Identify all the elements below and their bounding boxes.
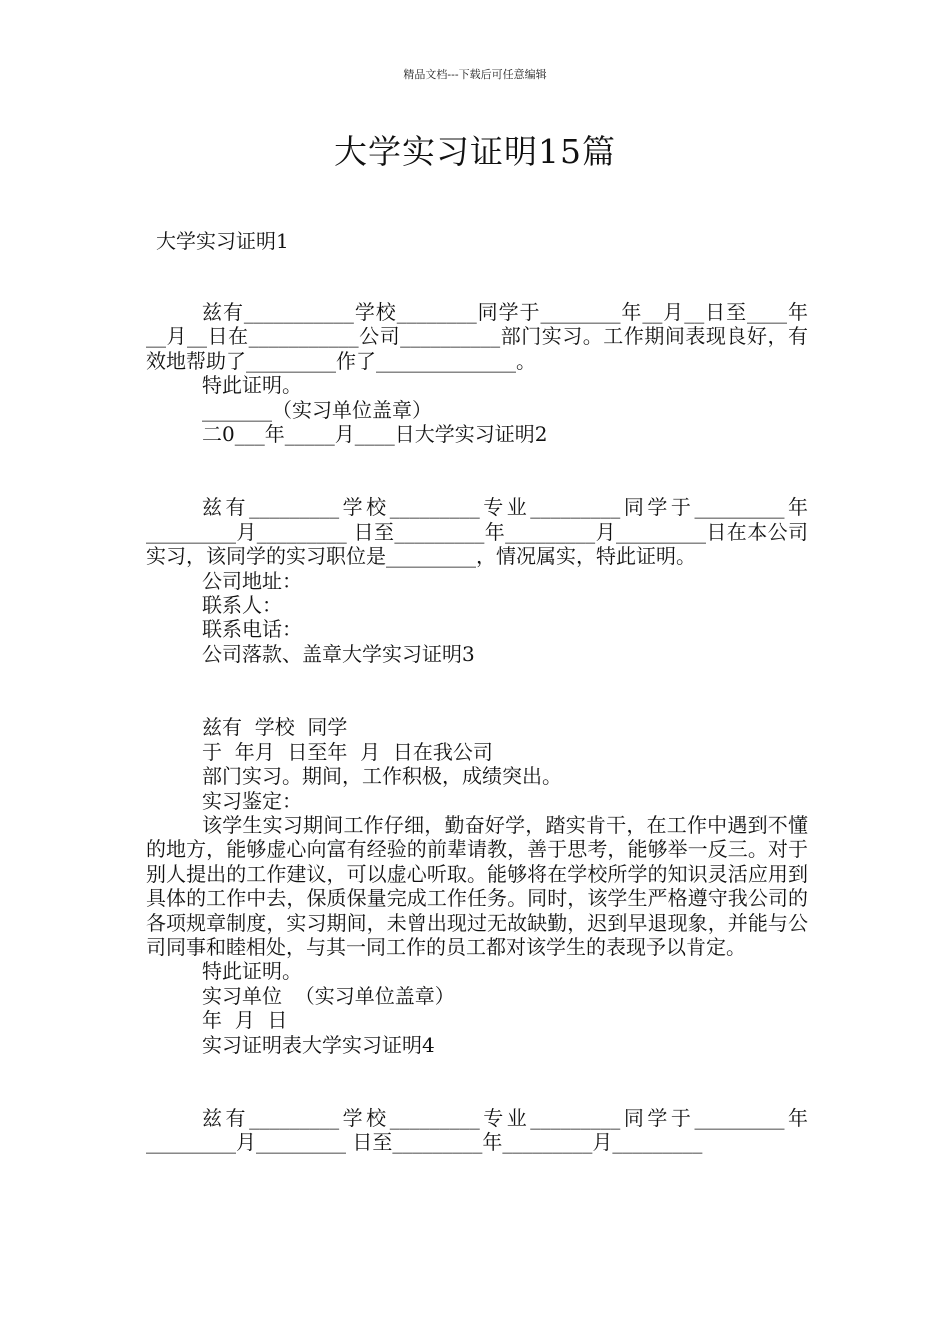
- cert2-line: 公司落款、盖章大学实习证明3: [202, 641, 475, 666]
- section-heading-1: 大学实习证明1: [156, 229, 289, 253]
- cert1-line: 二0___年_____月____日大学实习证明2: [202, 422, 548, 447]
- cert3-line: 实习单位 （实习单位盖章）: [202, 983, 455, 1008]
- cert1-line: _______（实习单位盖章）: [202, 397, 432, 422]
- cert3-line: 于 年月 日至年 月 日在我公司: [202, 739, 493, 764]
- cert3-line: 特此证明。: [202, 959, 302, 984]
- cert2-line: 联系人：: [202, 593, 282, 618]
- document-title: 大学实习证明15篇: [334, 132, 616, 171]
- cert2-paragraph: 兹有_________学校_________专业_________同学于_________年_________月_________ 日至_________年_________月_________日在本公司实习，该同学的实习职位是_________，情况属实，特此证明。: [146, 495, 808, 569]
- cert3-line: 部门实习。期间，工作积极，成绩突出。: [202, 764, 562, 789]
- cert3-line: 实习证明表大学实习证明4: [202, 1032, 435, 1057]
- cert1-paragraph: 兹有___________学校________同学于________年__月__日至____年__月__日在___________公司__________部门实习。工作期间表现良好，有效地帮助了_________作了______________。: [146, 300, 808, 373]
- page-header: 精品文档---下载后可任意编辑: [403, 68, 547, 81]
- cert3-line: 实习鉴定：: [202, 788, 302, 813]
- cert3-line: 兹有 学校 同学: [202, 715, 348, 740]
- document-body: [146, 300, 808, 1155]
- cert2-line: 联系电话：: [202, 617, 302, 642]
- cert1-line: 特此证明。: [202, 373, 302, 398]
- cert4-paragraph: 兹有_________学校_________专业_________同学于_________年_________月_________ 日至_________年_________月_________: [146, 1105, 808, 1155]
- cert3-paragraph: 该学生实习期间工作仔细，勤奋好学，踏实肯干，在工作中遇到不懂的地方，能够虚心向富有经验的前辈请教，善于思考，能够举一反三。对于别人提出的工作建议，可以虚心听取。能够将在学校所学的知识灵活应用到具体的工作中去，保质保量完成工作任务。同时，该学生严格遵守我公司的各项规章制度，实习期间，未曾出现过无故缺勤，迟到早退现象，并能与公司同事和睦相处，与其一同工作的员工都对该学生的表现予以肯定。: [146, 812, 808, 959]
- cert3-line: 年 月 日: [202, 1008, 288, 1033]
- cert2-line: 公司地址：: [202, 568, 302, 593]
